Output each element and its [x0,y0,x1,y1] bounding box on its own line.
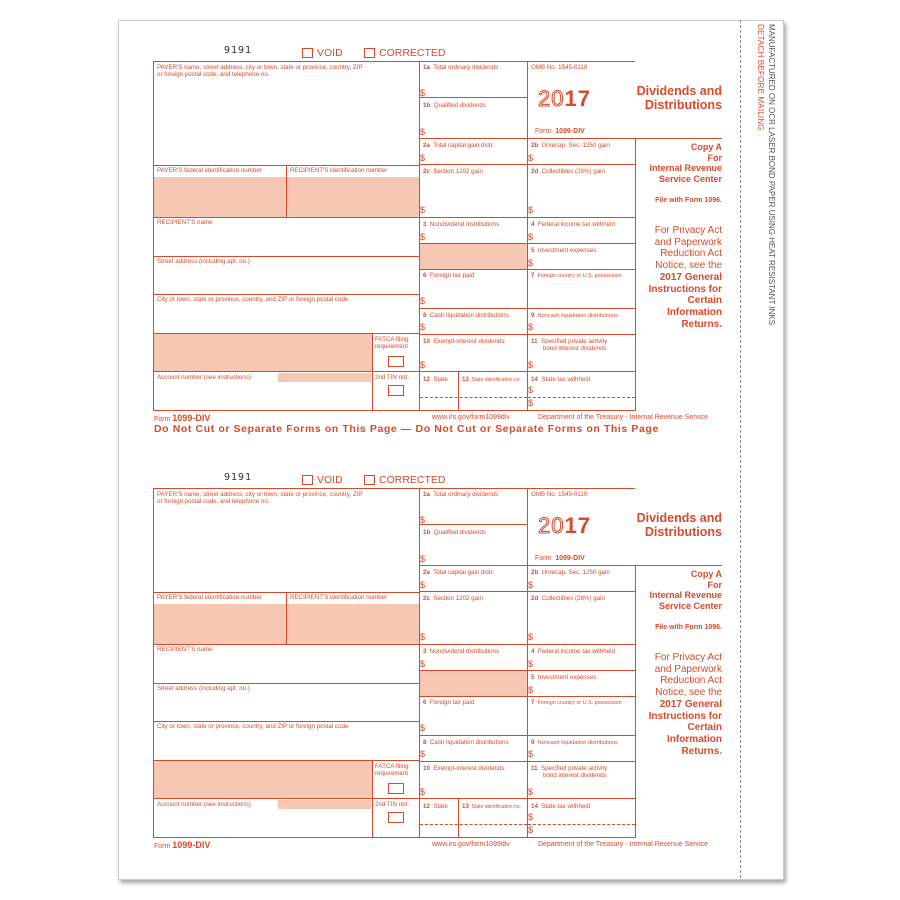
box-14-label: State tax withheld [541,803,591,810]
recipient-id-label: RECIPIENT'S identification number [290,167,388,174]
box-3-label: Nondividend distributions [429,221,500,228]
payer-block-label: PAYER'S name, street address, city or town, state or province, country, ZIP [157,64,363,71]
irs-line-1: Internal Revenue [649,163,722,173]
box-6-label: Foreign tax paid [429,699,475,706]
instructions-line: Certain [687,295,722,307]
box-5-label: Investment expenses [537,674,597,681]
box-9-label: Noncash liquidation distributions [537,313,618,319]
dollar-sign: $ [420,580,426,590]
corrected-checkbox[interactable] [364,48,375,58]
box-10-label: Exempt-interest dividends [433,338,505,345]
copy-a-block [636,569,722,611]
irs-line-1: Internal Revenue [649,590,722,600]
shade [420,244,527,269]
void-checkbox[interactable] [302,475,313,485]
dollar-sign: $ [420,153,426,163]
dollar-sign: $ [420,632,426,642]
payer-block-label-2: or foreign postal code, and telephone no. [157,498,270,505]
box-11-label-2: bond interest dividends [543,345,607,352]
shade [154,334,372,371]
dollar-sign: $ [420,360,426,370]
shade [154,604,286,644]
recipient-name-label: RECIPIENT'S name [157,219,213,226]
fatca-label-2: requirement [375,343,409,350]
dollar-sign: $ [420,723,426,733]
detach-notice: DETACH BEFORE MAILING [756,24,765,131]
recipient-name-label: RECIPIENT'S name [157,646,213,653]
payer-block-label-2: or foreign postal code, and telephone no. [157,71,270,78]
divider [528,824,635,825]
dollar-sign: $ [420,88,426,98]
instructions-line: Instructions for [648,283,722,295]
tin-checkbox[interactable] [388,385,404,396]
box-11-label-2: bond interest dividends [543,772,607,779]
instructions-line: Certain [687,722,722,734]
form-label: Form [535,128,552,135]
dollar-sign: $ [528,825,534,835]
recipient-id-label: RECIPIENT'S identification number [290,594,388,601]
void-checkbox[interactable] [302,48,313,58]
instructions-line: Information [667,733,722,745]
box-9-label: Noncash liquidation distributions [537,740,618,746]
void-label: VOID [317,474,343,486]
omb-number: OMB No. 1545-0110 [531,64,588,71]
box-1b-label: Qualified dividends [433,529,486,536]
payer-fed-id-label: PAYER'S federal identification number [157,167,262,174]
box-1b-label: Qualified dividends [433,102,486,109]
shade [278,800,371,809]
box-13-label: State identification no. [471,377,521,383]
title-line-1: Dividends and [636,84,722,98]
irs-line-2: Service Center [658,173,722,184]
treasury-dept: Department of the Treasury - Internal Revenue Service [538,841,709,848]
dollar-sign: $ [528,205,534,215]
tin-label: 2nd TIN not. [375,801,409,808]
dollar-sign: $ [420,296,426,306]
year-outline: 20 [538,513,565,538]
form-name: 1099-DIV [555,555,585,562]
fatca-label: FATCA filing [375,763,409,770]
dollar-sign: $ [420,787,426,797]
year-solid: 17 [564,86,591,111]
tin-checkbox[interactable] [388,812,404,823]
footer-form-label: Form [154,843,171,850]
box-3-label: Nondividend distributions [429,648,500,655]
divider [528,397,635,398]
dollar-sign: $ [420,515,426,525]
treasury-dept: Department of the Treasury - Internal Revenue Service [538,414,709,421]
file-with: File with Form 1096. [655,197,722,204]
irs-url[interactable]: www.irs.gov/form1099div [432,841,510,848]
manufactured-notice: MANUFACTURED ON OCR LASER BOND PAPER USING HEAT RESISTANT INKS [767,24,776,326]
shade [154,177,286,217]
irs-url[interactable]: www.irs.gov/form1099div [432,414,510,421]
instructions-line: Information [667,306,722,318]
dollar-sign: $ [528,632,534,642]
instructions-line: 2017 General [659,271,722,283]
dollar-sign: $ [528,398,534,408]
form-copy: 9191 VOID CORRECTED PAYER'S name, street address, city or town, state or province, country, ZIP or foreign postal code, and telephone no. PAYER'S federal identification number RECIPIENT'S identification number RECIPIENT'S name Street address (including apt. no.) City or town, state or province, country, and ZIP or foreign postal code FATCA filing requirement Account number (see instructions) 2nd TIN not. 1a Total ordinary dividends $ 1b Qualified dividends $ 2a Total capital gain distr. $ 2c Section 1202 gain $ 3 Nondividend distributions $ 6 Foreign tax paid $ 8 Cash liquidation distributions $ 10 Exempt-interest dividends $ 12 State 13 State identification no. OMB No. 1545-0110 2017 Form 1099-DIV 2b Unrecap. Sec. 1250 gain $ 2d Collectibles (28%) gain $ 4 Federal income tax withheld $ 5 Investment expenses $ 7 Foreign country or U.S. possession 9 Noncash liquidation distributions $ 11 Specified private activity bond interest dividends $ 14 State tax withheld $ $ Dividends and Distributions Copy A For Internal Revenue Service Center File with Form 1096. For Privacy Act and Paperwork Reduction Act Notice, see the 2017 General Instructions for Certain Information Returns. Form 1099-DIV www.irs.gov/form1099div Department of the Treasury - Internal Revenue Service [154,45,722,423]
box-4-label: Federal income tax withheld [537,221,615,228]
dollar-sign: $ [528,322,534,332]
box-10-label: Exempt-interest dividends [433,765,505,772]
footer-form-name: 1099-DIV [172,413,211,423]
privacy-line: and Paperwork [654,236,722,248]
instructions-line: Instructions for [648,710,722,722]
panel-divider [635,138,722,139]
file-with: File with Form 1096. [655,624,722,631]
box-1a-label: Total ordinary dividends [433,64,499,71]
privacy-line: and Paperwork [654,663,722,675]
payer-block-label: PAYER'S name, street address, city or town, state or province, country, ZIP [157,491,363,498]
corrected-checkbox[interactable] [364,475,375,485]
box-7-label: Foreign country or U.S. possession [537,700,622,706]
box-12-label: State [433,376,448,383]
dollar-sign: $ [528,580,534,590]
dollar-sign: $ [528,153,534,163]
box-11-label: Specified private activity [541,765,608,772]
shade [154,761,372,798]
box-6-label: Foreign tax paid [429,272,475,279]
privacy-line: Reduction Act [660,675,722,687]
privacy-line: Reduction Act [660,248,722,260]
form-name: 1099-DIV [555,128,585,135]
copy-a: Copy A [690,142,722,152]
street-label: Street address (including apt. no.) [157,685,250,692]
dollar-sign: $ [420,749,426,759]
footer-form-name: 1099-DIV [172,840,211,850]
copy-for: For [707,152,722,163]
account-label: Account number (see instructions) [157,801,251,808]
payer-fed-id-label: PAYER'S federal identification number [157,594,262,601]
dollar-sign: $ [420,127,426,137]
box-2b-label: Unrecap. Sec. 1250 gain [541,569,610,576]
privacy-line: Notice, see the [655,260,722,272]
divider [420,397,527,398]
corrected-label: CORRECTED [379,47,446,59]
dollar-sign: $ [528,232,534,242]
form-code: 9191 [224,45,253,56]
box-4-label: Federal income tax withheld [537,648,615,655]
box-8-label: Cash liquidation distributions [429,739,509,746]
city-label: City or town, state or province, country, and ZIP or foreign postal code [157,723,349,730]
fatca-checkbox[interactable] [388,783,404,794]
dollar-sign: $ [528,258,534,268]
privacy-block [636,652,722,757]
void-label: VOID [317,47,343,59]
dollar-sign: $ [528,385,534,395]
fatca-label: FATCA filing [375,336,409,343]
box-2b-label: Unrecap. Sec. 1250 gain [541,142,610,149]
dollar-sign: $ [420,659,426,669]
street-label: Street address (including apt. no.) [157,258,250,265]
omb-number: OMB No. 1545-0110 [531,491,588,498]
box-2d-label: Collectibles (28%) gain [541,595,605,602]
city-label: City or town, state or province, country, and ZIP or foreign postal code [157,296,349,303]
dollar-sign: $ [528,360,534,370]
box-2c-label: Section 1202 gain [433,168,483,175]
dollar-sign: $ [528,685,534,695]
form-label: Form [535,555,552,562]
dollar-sign: $ [528,659,534,669]
copy-a: Copy A [690,569,722,579]
dollar-sign: $ [528,812,534,822]
privacy-line: For Privacy Act [654,652,722,663]
corrected-label: CORRECTED [379,474,446,486]
shade [287,604,419,644]
irs-line-2: Service Center [658,600,722,611]
form-title [626,84,722,112]
box-13-label: State identification no. [471,804,521,810]
dollar-sign: $ [420,205,426,215]
box-12-label: State [433,803,448,810]
dollar-sign: $ [420,322,426,332]
instructions-line: Returns. [681,745,722,757]
tax-year [538,86,591,112]
dollar-sign: $ [420,232,426,242]
shade [287,177,419,217]
box-14-label: State tax withheld [541,376,591,383]
tin-label: 2nd TIN not. [375,374,409,381]
copy-for: For [707,579,722,590]
fatca-checkbox[interactable] [388,356,404,367]
title-line-1: Dividends and [636,511,722,525]
instructions-line: 2017 General [659,698,722,710]
privacy-line: Notice, see the [655,687,722,699]
title-line-2: Distributions [644,98,722,112]
panel-divider [635,565,722,566]
box-11-label: Specified private activity [541,338,608,345]
footer-form-label: Form [154,416,171,423]
fatca-label-2: requirement [375,770,409,777]
box-1a-label: Total ordinary dividends [433,491,499,498]
copy-a-block [636,142,722,184]
instructions-line: Returns. [681,318,722,330]
form-copy: 9191 VOID CORRECTED PAYER'S name, street address, city or town, state or province, country, ZIP or foreign postal code, and telephone no. PAYER'S federal identification number RECIPIENT'S identification number RECIPIENT'S name Street address (including apt. no.) City or town, state or province, country, and ZIP or foreign postal code FATCA filing requirement Account number (see instructions) 2nd TIN not. 1a Total ordinary dividends $ 1b Qualified dividends $ 2a Total capital gain distr. $ 2c Section 1202 gain $ 3 Nondividend distributions $ 6 Foreign tax paid $ 8 Cash liquidation distributions $ 10 Exempt-interest dividends $ 12 State 13 State identification no. OMB No. 1545-0110 2017 Form 1099-DIV 2b Unrecap. Sec. 1250 gain $ 2d Collectibles (28%) gain $ 4 Federal income tax withheld $ 5 Investment expenses $ 7 Foreign country or U.S. possession 9 Noncash liquidation distributions $ 11 Specified private activity bond interest dividends $ 14 State tax withheld $ $ Dividends and Distributions Copy A For Internal Revenue Service Center File with Form 1096. For Privacy Act and Paperwork Reduction Act Notice, see the 2017 General Instructions for Certain Information Returns. Form 1099-DIV www.irs.gov/form1099div Department of the Treasury - Internal Revenue Service [154,472,722,850]
divider [420,824,527,825]
title-line-2: Distributions [644,525,722,539]
box-2c-label: Section 1202 gain [433,595,483,602]
dollar-sign: $ [528,749,534,759]
box-8-label: Cash liquidation distributions [429,312,509,319]
box-7-label: Foreign country or U.S. possession [537,273,622,279]
box-2a-label: Total capital gain distr. [433,142,495,149]
shade [420,671,527,696]
form-title [626,511,722,539]
box-2a-label: Total capital gain distr. [433,569,495,576]
privacy-block [636,225,722,330]
dollar-sign: $ [420,554,426,564]
year-outline: 20 [538,86,565,111]
privacy-line: For Privacy Act [654,225,722,236]
box-2d-label: Collectibles (28%) gain [541,168,605,175]
form-code: 9191 [224,472,253,483]
dollar-sign: $ [528,787,534,797]
year-solid: 17 [564,513,591,538]
account-label: Account number (see instructions) [157,374,251,381]
do-not-cut-notice: Do Not Cut or Separate Forms on This Page — Do Not Cut or Separate Forms on This Page [154,423,659,435]
box-5-label: Investment expenses [537,247,597,254]
tax-year [538,513,591,539]
shade [278,373,371,382]
